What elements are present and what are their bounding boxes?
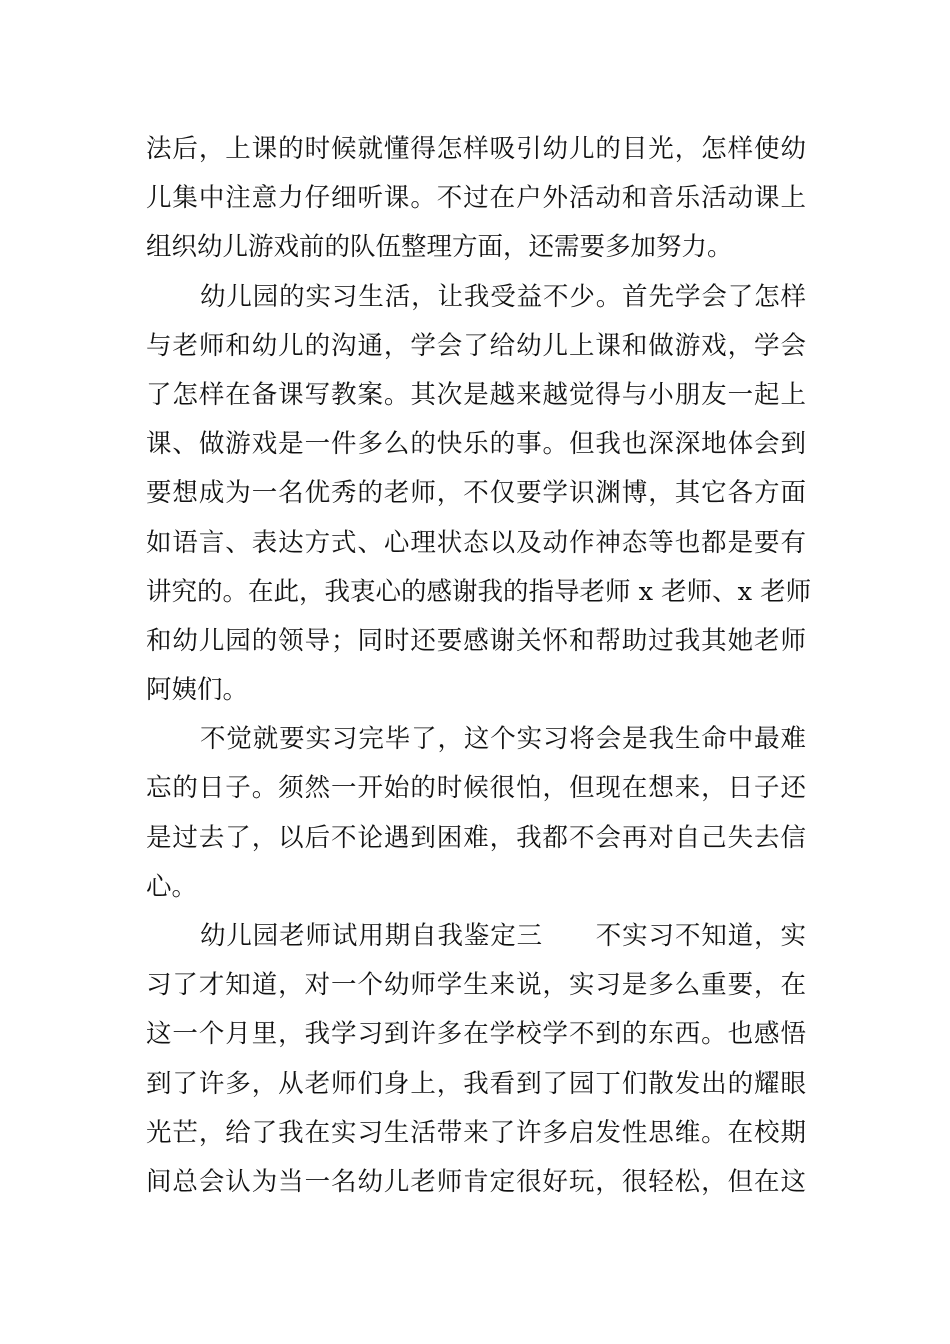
- text-line: 忘的日子。须然一开始的时候很怕，但现在想来，日子还: [146, 773, 806, 804]
- text-line: 间总会认为当一名幼儿老师肯定很好玩，很轻松，但在这: [146, 1166, 806, 1197]
- text-line: 到了许多，从老师们身上，我看到了园丁们散发出的耀眼: [146, 1068, 806, 1099]
- text-line: 阿姨们。: [146, 675, 249, 706]
- text-line: 要想成为一名优秀的老师，不仅要学识渊博，其它各方面: [146, 478, 806, 509]
- body-text: [146, 125, 812, 1207]
- text-line: 了怎样在备课写教案。其次是越来越觉得与小朋友一起上: [146, 379, 806, 410]
- text-line: 不觉就要实习完毕了，这个实习将会是我生命中最难: [200, 724, 806, 755]
- text-line: 幼儿园老师试用期自我鉴定三 不实习不知道，实: [200, 921, 806, 951]
- text-line: 法后，上课的时候就懂得怎样吸引幼儿的目光，怎样使幼: [146, 134, 806, 164]
- text-line: 课、做游戏是一件多么的快乐的事。但我也深深地体会到: [146, 429, 806, 460]
- text-line: 组织幼儿游戏前的队伍整理方面，还需要多加努力。: [146, 232, 733, 263]
- text-line: 儿集中注意力仔细听课。不过在户外活动和音乐活动课上: [146, 183, 806, 214]
- text-line: 光芒，给了我在实习生活带来了许多启发性思维。在校期: [146, 1117, 806, 1148]
- text-line: 习了才知道，对一个幼师学生来说，实习是多么重要，在: [146, 970, 806, 1001]
- text-line: 幼儿园的实习生活，让我受益不少。首先学会了怎样: [200, 281, 806, 312]
- text-line: 是过去了，以后不论遇到困难，我都不会再对自己失去信: [146, 822, 806, 853]
- text-line: 讲究的。在此，我衷心的感谢我的指导老师 x 老师、x 老师: [146, 576, 812, 607]
- text-line: 与老师和幼儿的沟通，学会了给幼儿上课和做游戏，学会: [146, 330, 806, 361]
- text-line: 这一个月里，我学习到许多在学校学不到的东西。也感悟: [146, 1019, 806, 1050]
- text-line: 和幼儿园的领导；同时还要感谢关怀和帮助过我其她老师: [146, 625, 806, 656]
- text-line: 如语言、表达方式、心理状态以及动作神态等也都是要有: [146, 527, 806, 558]
- text-line: 心。: [146, 871, 198, 902]
